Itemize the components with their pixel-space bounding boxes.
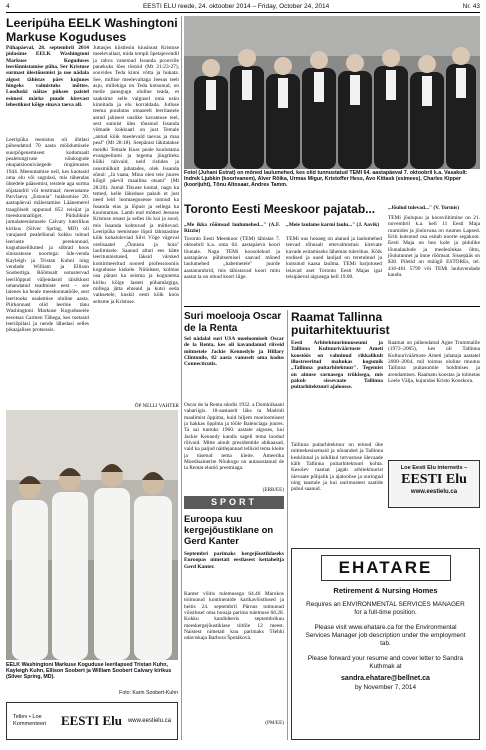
article1-col2: Juttasjes kiistlesin kiusinust Kristuse meelevallast, mida templi õpetajevendil ja rahva vanemad Issanda prooviile panekuks lões tõstsid (Mt 21:23-27), soovides Teda kinni võtta ja hukata. See, millise meelevaltaga Jeesus teeb asju, millekiga on Teda kutsunud, on meile panegugu oluline teada, et saaksime selle valgusel oma usku kinnitada ja elu korraldada. Jutluse teema puudutas omaseelt leerilastele antud jahisest uuslike kavantuse teel, sest sunnist üles tõusnud Issanda võtnade kokkuarl on just Temale „antud kõik meelevald taevas ja maa peal" (Mt 28:18). Seepärast läkitatakse meidki Temale Kuss peale kuulutama evangeeliumi ja tegema jüngriteks kõiki rahvaid, neid ristides ja ususmülkult juhatades, olek Issanda sõnul: „Ja vaata, Mina olen teie juures kõigil päevil maailma otsani" (Mt 28:20). Jumal Tikuste kumal, nagu ka temed, kelle läheduse pakub et just need leiri loomaegusesse tunnud ka Issanda elas ja lõpust ja sellega ka kuulutamas. Lamb end mõtted Jeesuse Kristuse otsast ja selles ilu kui ja sood, mis Issanda kohtuvad ja mõtlevad. Leeripüha teenistuse lõpul tähistasime kõik kohaloleviad Silvi Võge vägeval orelisaatel „Õnnista ja hoia" laulimisele. Saanud altari ees kätte leeritunnistused, läksid värsked kontirmeeritud noored professiooniis kogudusse kiskele. Nüüdsest, kolmas osa pärast ka seisma ja kogunema kiriku kõige lasteti pühamärgiga, millega jätta ehteaid ja kutsi eeda vaiksetele, kuskil eesti kõik koos seitsme ja Kristuse.: [93, 45, 179, 305]
ad-ehatare[interactable]: [291, 548, 480, 740]
column-separator: [287, 310, 288, 740]
page-number-left: 4: [6, 3, 10, 10]
page-header: [6, 3, 480, 13]
photo-confirmands-credit: Foto: Karin Soobert-Kuhn: [119, 690, 178, 696]
ehatare-line2: Please visit www.ehatare.ca for the Environmental Services Manager job description under the employment tab.: [305, 624, 466, 647]
ehatare-subtitle: Retirement & Nursing Homes: [333, 586, 438, 595]
ehatare-deadline: by November 7, 2014: [354, 684, 417, 691]
article1-lead: Pühapäeval, 28. septembril 2014 pidasime EELK Washingtoni Markuse Koguduses leeriõnnistamise püha. Ser Kristuse surmast ülestõusmist ja use nädala algust tähistav päev kujunes hingeks valmistuks mõttes. Looduski näitas püksee paistel esimesi märke puude kirevast lehestikust kõige sinava taeva all.: [6, 45, 89, 109]
article2-col2: TEMi uus hooaeg on alanud ja laulumehed teevad tõhusalt ettevalmistusi kirevate kavade esitamiseks lähemas tulevikus. Kõik endised ja uued lauljad on teretulnud ja kutsutud kaasa laulma. TEMi harjutused leiavad aset Toronto Eesti Majas igal teisipäeval algusega kell 19.00.: [286, 236, 382, 281]
confirmands-photo-image: [6, 410, 178, 660]
article3-title: Suri moelooja Oscar de la Renta: [184, 311, 282, 334]
article2-quote3: „Jõulud tulevad..." (V. Tormis): [388, 205, 460, 211]
ehatare-logo-box: [321, 555, 451, 581]
article2-quote2: „Meie laulame karmi laulu..." (J. Aavik): [286, 222, 379, 228]
article4-col1: Tallinna puitarhitektuur on teinud ühe mitmekesisemaid ja nõuanded ja Tallinna kesklinnal ja isiklikul tutvustuse ülevaade käib Tallinna puitarhitektuuri kohta. Kesolev raamat jagab arhitektuurist ülevaate põhjalik ja ajaloolise ja uuringud ning taustale ja kui uurimustest saatide puhul saanud.: [291, 442, 383, 493]
article4-title: Raamat Tallinna puitarhitektuurist: [291, 310, 390, 337]
footer-ad-url[interactable]: www.eestielu.ca: [127, 718, 171, 724]
ehatare-line3: Please forward your resume and cover letter to Sandra Kuthmak at: [307, 655, 464, 670]
footer-ad-left: Tellev • Loe Kommenteeri: [13, 714, 47, 727]
ad-eestielu-logo: EESTI Elu: [401, 472, 467, 487]
choir-photo-image: [184, 16, 480, 169]
article1-col1: Leeripüha teenistus oli ühtlasi pühendatud 70 aasta möödumisele suurpõgenemisest kodumaalt pealetungivate nõukogude okupatsiooniväegede ringimustes 1944. Meenutamise neil, kes kaotasid oma elu või sugulasi, mis tähendas ühtedele pääsemist, teistele aga surma sõjatandril või teistmaal; meenutame Parvlaeva „Estonia" hukkumise 20. aastapäeval mälestamise Läänemerel traagiliselt uppunud 852 reisijat ja meeskonnaliiget. Püdulikule jumalateenistusele Calvary luterlikus kirikus (Silver Spring, MD) oli varajased pealelõunal kokku tulnud leeriaste perekonnad, koguduseliikmed ja sõbrad koos sinisustesse noortega: õde-venda Kayleigh ja Tristan Kuhni ning vendade William ja Ellison Soobertiga. Rõõmsalt ootustervad leerilõppud väljendasid täisikkust omandatud teadmiste eest – see laienes ka heale meeskonnatööle, sest leeritooks osalemise oluline aasta. Piirkonnast olid leerine tänu Washingtoni Markuse Koguduseele eesotsas Carmen Tähega, kes toetasid leeriõpilasi ja nende lähedasi selles pikaajalises protsessis.: [6, 137, 89, 334]
column-separator: [181, 16, 182, 740]
article4-col2: Raamat on pühendatud Agne Trummalile (1973–2005), kes oli Tallinna Kultuuriväärtuste Ameti juhataja aastatel 2000–2004, mil toimus oluline muutus Tallinna puitasumite hoidmises ja arendamises. Raamatu koostas ja toimetas Leele Välja, kujundas Kristo Kooskora.: [388, 340, 480, 385]
article3-signature: (ERR/EE): [262, 487, 284, 493]
photo-confirmands: [6, 410, 178, 660]
ehatare-email[interactable]: sandra.ehatare@bellnet.ca: [341, 675, 430, 682]
article1-title: Leeripüha EELK Washingtoni Markuse Koguduses: [6, 16, 178, 44]
article1-signature: ÕP NELLI VAHTER: [134, 403, 179, 409]
divider-line: [184, 306, 480, 307]
article5-title: Euroopa kuu kergejõustiklane on Gerd Kanter: [184, 514, 274, 547]
photo-choir-caption: Fotol (Juhani Estrat) on mõned laulumehed, kes olid tunnustatud TEMI 64. aastapäeval 7. oktoobril k.a. Vasakult: Indrek Ljubkin (koorivanem), Alver Rõika, Urmas Migur, Kristoffer Hess, Avo Kittask (esimees), Charles Kipper (koorijuht), Tõnu Altosaar, Andres Tamm.: [184, 170, 468, 189]
article2-col1: Toronto Eesti Meeskoor (TEM) tähistas 7. oktoobril k.a. oma 64. aastapäeva koori lõunale. Nagu TEMi koosolekud ja aastapäeva pühitsemisel saavad mõned laulumehed „habemetele" juurde aastanumbrid, mis tähistavad koori mitu aastat ta on olnud koori liige.: [184, 236, 280, 281]
ad-eestielu-internet[interactable]: [388, 460, 480, 508]
ad-eestielu-top: Loe Eesti Elu internetis –: [400, 465, 468, 471]
article4-lead: Eesti Arhitektuurimuuseumi ja Tallinna Kultuuriväärtuste Ameti koostöös on valminud rikkalikult illustreeritud mahukas kogumik „Tallinna puitarhitektuur". Tegemist on ainuse sarnasega trükisega, mis pakub sissevaate Tallinna puitarhitektuuri ajaloosse.: [291, 340, 383, 391]
sport-section-label: SPORT: [184, 496, 284, 509]
photo-choir: [184, 16, 480, 169]
article5-body: Kanter võitis tulemusega 64.46 Marokos toimunud kontinentide karikavõistlused ja heitis 24. septembril Pärnus toimunud võistlusel oma hooaja parima tulemuse 66.28. Kokku kandideeris septembrikuu meeskergejõustiklase tiitlile 12 meest. Naistest nimetati kuu parimaks Tšehhi odaviskaja Barbora Špotáková.: [184, 591, 284, 642]
header-center: EESTI ELU reede, 24. oktoober 2014 – Friday, October 24, 2014: [142, 3, 330, 10]
photo-confirmands-caption: EELK Washingtoni Markuse Koguduse leerilapsed Tristan Kuhn, Kayleigh Kuhn, Ellison Soobert ja William Soobert Calvary kirikus (Silver Spring, MD).: [6, 662, 172, 681]
footer-ad-eestielu[interactable]: [6, 702, 178, 740]
ehatare-logo: EHATARE: [338, 558, 433, 577]
article2-title: Toronto Eesti Meeskoor pajatab...: [184, 202, 376, 216]
page-number-right: Nr. 43: [462, 3, 480, 10]
article5-lead: Septembri parimaks kergejõustiklaseks Euroopas nimetati eestlasest kettaheitja Gerd Kanter.: [184, 551, 284, 570]
ad-eestielu-url[interactable]: www.eestielu.ca: [410, 489, 458, 495]
ehatare-line1: Requires an ENVIRONMENTAL SERVICES MANAGER for a full-time position.: [306, 601, 465, 616]
article2-quote1: „Me ikka rõõmsad laulumehed..." (A.F. Rizzio): [184, 222, 280, 235]
footer-ad-logo: EESTI Elu: [60, 713, 123, 728]
article5-signature: (PM/EE): [265, 720, 284, 726]
article2-col3: TEMi jõulupuu ja koosviibimine on 21. novembril k.a. kell 11 Eesti Maja ruumides ja jõuluvana on ruumes Lapsed. Eriti kutsutud osa esitab noorte segakoor. Eesti Maja on hea koht ja pidulike lõunalaulude ja meeleolukas õhtu, jõulutunnet ja õnne rõõmsat. Sissepääs on $30. Piletid on müügil ESTOREs, tel. 416-461 5799 või TEMi lauluvendade kaudu.: [388, 215, 480, 279]
article3-body: Oscar de la Renta sündis 1932. a Dominikaani vabariigis. 18-aastaselt läks ta Madridi maalimist õppima, kuid hiljem moeloomisest ja hakkas õppima ja tööle Balenciaga juures. Ta sai tuntuks 1960. aastate alguses, kui Jackie Kennedy kandis sageli tema loodud rõivaid. Mitte ainult presidentide abikaasad, vaid ka paljud näitlejannad tellisid tema kleite ja tüsetud tema kleite. Ameerika Moedisainerite Nõukogu on autasustanud de la Rentat elutöö preemiaga.: [184, 402, 284, 472]
article3-lead: Sel nädalal suri USA moeloomiselt Oscar de la Renta, kes oli kavandanud riiveid mitmetele Jackie Kennedyle ja Hillary Clintonile, 82 aasta vanuselt oma kodus Connecticutis.: [184, 336, 284, 368]
